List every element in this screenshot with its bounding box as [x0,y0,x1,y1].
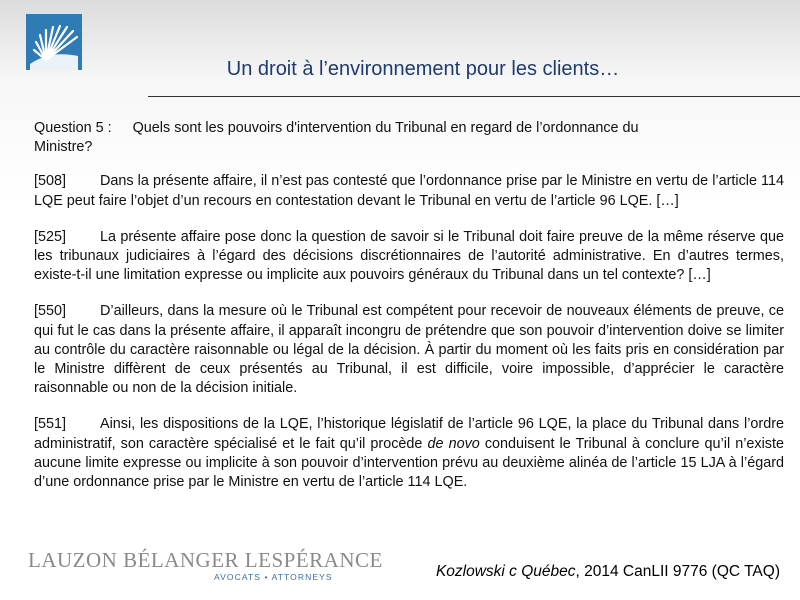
slide-title: Un droit à l’environnement pour les clients… [226,58,620,80]
title-divider [148,96,800,97]
case-citation [436,563,780,581]
citation-case-name: Kozlowski c Québec [435,563,576,580]
paragraph-550 [34,302,784,398]
paragraph-text-italic: de novo [427,435,480,452]
firm-subtitle: AVOCATS • ATTORNEYS [214,572,333,582]
paragraph-525 [34,228,784,286]
paragraph-text-before: Ainsi, les dispositions de la LQE, l’historique législatif de l’article 96 LQE, la place du Tribunal dans l’ordre administratif, son caractère spécialisé et le fait qu’il procède [34,416,784,452]
paragraph-number: [551] [34,416,67,433]
firm-name: LAUZON BÉLANGER LESPÉRANCE [28,548,383,572]
paragraph-text: Dans la présente affaire, il n’est pas contesté que l’ordonnance prise par le Ministre en vertu de l’article 114 LQE peut faire l’objet d’un recours en contestation devant le Tribunal en vertu de l’article 96 LQE. […] [34,173,784,209]
paragraph-text: D’ailleurs, dans la mesure où le Tribunal est compétent pour recevoir de nouveaux éléments de preuve, ce qui fut le cas dans la présente affaire, il apparaît incongru de prétendre que son pouvoir d’intervention doive se limiter au contrôle du caractère raisonnable ou légal de la décision. À partir du moment où les faits pris en considération par le Ministre diffèrent de ceux présentés au Tribunal, il est difficile, voire impossible, d’apprécier le caractère raisonnable ou non de la décision initiale. [34,303,784,397]
paragraph-551 [34,415,784,492]
paragraph-text: La présente affaire pose donc la question de savoir si le Tribunal doit faire preuve de la même réserve que les tribunaux judiciaires à l’égard des décisions discrétionnaires de l’autorité administrative. En d’autres termes, existe-t-il une limitation expresse ou implicite aux pouvoirs généraux du Tribunal dans un tel contexte? […] [34,228,784,284]
paragraph-text-after: conduisent le Tribunal à conclure qu’il n’existe aucune limite expresse ou implicite à son pouvoir d’intervention prévu au deuxième alinéa de l’article 15 LJA à l’égard d’une ordonnance prise par le Ministre en vertu de l’article 114 LQE. [34,435,784,491]
paragraph-508 [34,172,784,210]
citation-reference: , 2014 CanLII 9776 (QC TAQ) [575,563,780,580]
firm-logo [28,548,383,588]
paragraph-number: [550] [34,303,67,320]
question-row [34,119,784,138]
question-label: Question 5 : [34,120,112,136]
paragraph-number: [525] [34,228,67,245]
question-text: Quels sont les pouvoirs d'intervention du Tribunal en regard de l’ordonnance du [132,120,639,136]
question-continuation: Ministre? [34,139,93,156]
slide-content [34,119,784,509]
paragraph-number: [508] [34,173,67,190]
